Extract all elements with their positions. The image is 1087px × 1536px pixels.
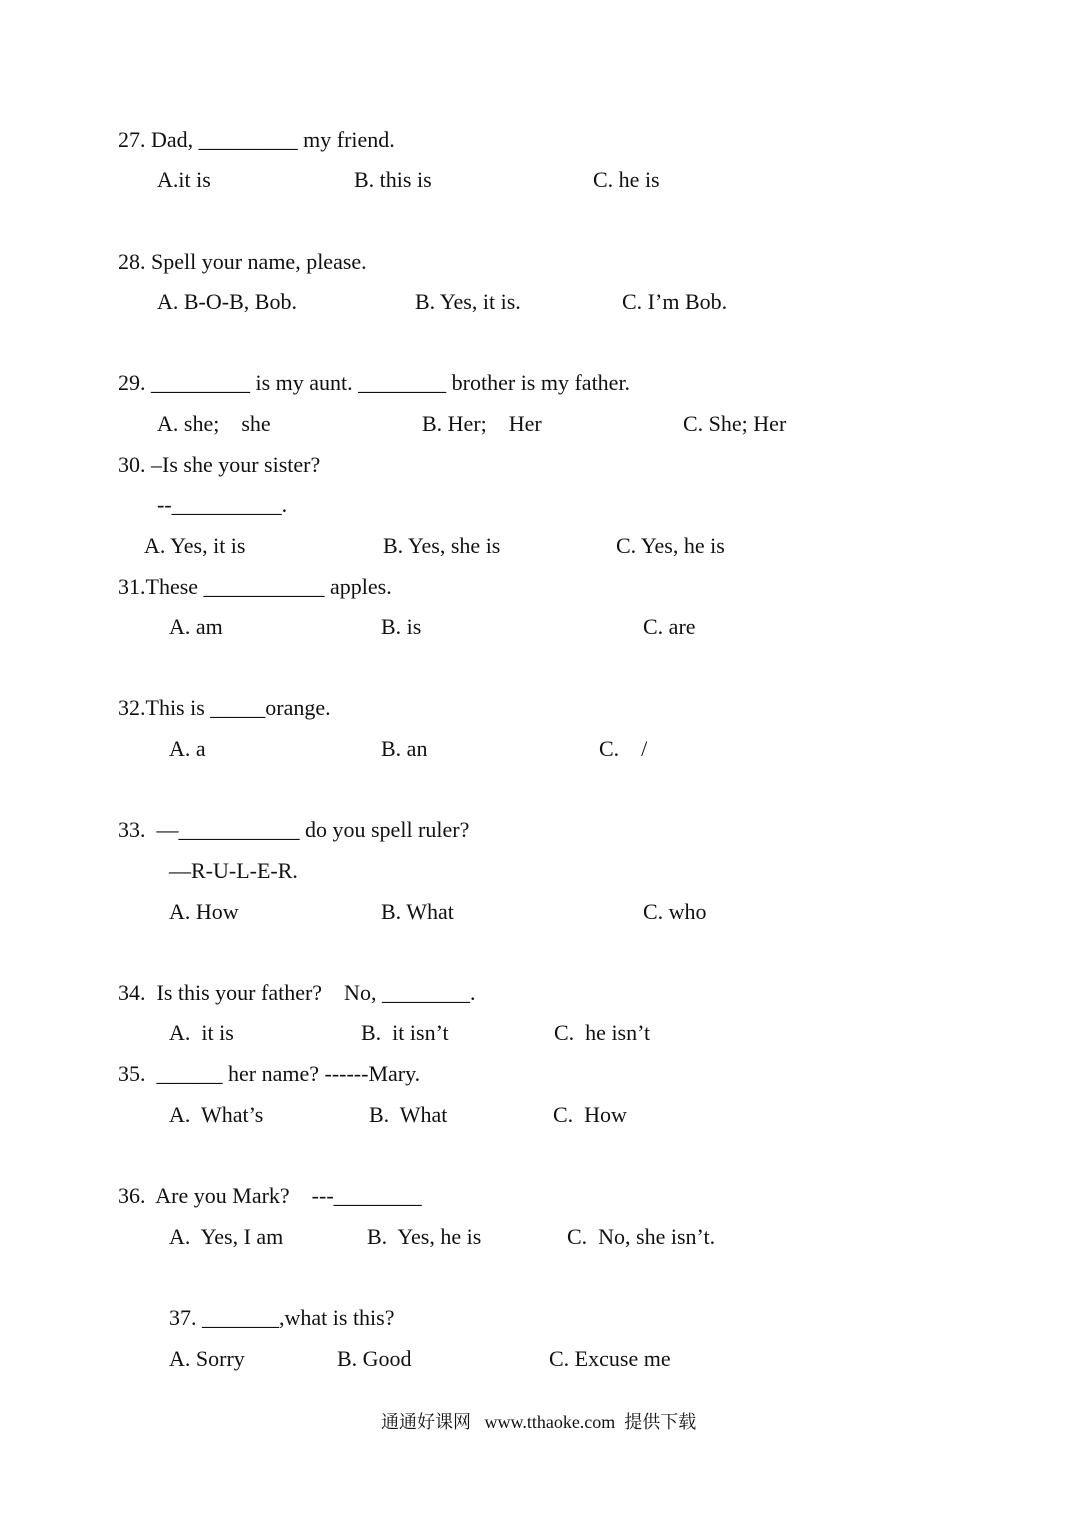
- question-28-option-c: C. I’m Bob.: [622, 289, 728, 314]
- question-27-option-b: B. this is: [354, 167, 432, 192]
- question-30-option-b: B. Yes, she is: [383, 533, 501, 558]
- question-28-option-a: A. B-O-B, Bob.: [157, 289, 297, 314]
- question-34-stem: 34. Is this your father? No, ________.: [118, 980, 476, 1005]
- question-30-option-c: C. Yes, he is: [616, 533, 725, 558]
- question-37-option-c: C. Excuse me: [549, 1346, 671, 1371]
- question-29-option-c: C. She; Her: [683, 411, 787, 436]
- question-35-option-b: B. What: [369, 1102, 448, 1127]
- question-36-option-a: A. Yes, I am: [169, 1224, 284, 1249]
- question-35-stem: 35. ______ her name? ------Mary.: [118, 1061, 421, 1086]
- footer-credit: 通通好课网 www.tthaoke.com 提供下载: [381, 1412, 697, 1432]
- question-33-option-c: C. who: [643, 899, 707, 924]
- question-33-answer-line: —R-U-L-E-R.: [169, 858, 298, 883]
- question-28-stem: 28. Spell your name, please.: [118, 249, 367, 274]
- question-32-option-b: B. an: [381, 736, 428, 761]
- question-33-option-b: B. What: [381, 899, 454, 924]
- question-27-option-a: A.it is: [157, 167, 211, 192]
- question-30-stem: 30. –Is she your sister?: [118, 452, 321, 477]
- question-34-option-b: B. it isn’t: [361, 1020, 449, 1045]
- question-32-option-c: C. /: [599, 736, 648, 761]
- question-36-option-b: B. Yes, he is: [367, 1224, 482, 1249]
- question-33-stem: 33. —___________ do you spell ruler?: [118, 817, 470, 842]
- question-31-stem: 31.These ___________ apples.: [118, 574, 392, 599]
- question-30-answer-line: --__________.: [157, 492, 288, 517]
- question-35-option-c: C. How: [553, 1102, 627, 1127]
- question-36-stem: 36. Are you Mark? ---________: [118, 1183, 422, 1208]
- question-37-option-a: A. Sorry: [169, 1346, 245, 1371]
- question-37-option-b: B. Good: [337, 1346, 412, 1371]
- question-32-option-a: A. a: [169, 736, 206, 761]
- question-31-option-c: C. are: [643, 614, 696, 639]
- question-29-stem: 29. _________ is my aunt. ________ brother is my father.: [118, 370, 631, 395]
- question-37-stem: 37. _______,what is this?: [169, 1305, 395, 1330]
- question-36-option-c: C. No, she isn’t.: [567, 1224, 716, 1249]
- question-35-option-a: A. What’s: [169, 1102, 264, 1127]
- question-29-option-a: A. she; she: [157, 411, 271, 436]
- question-33-option-a: A. How: [169, 899, 239, 924]
- question-34-option-a: A. it is: [169, 1020, 234, 1045]
- question-29-option-b: B. Her; Her: [422, 411, 542, 436]
- question-31-option-b: B. is: [381, 614, 422, 639]
- question-32-stem: 32.This is _____orange.: [118, 695, 331, 720]
- question-30-option-a: A. Yes, it is: [144, 533, 246, 558]
- question-27-option-c: C. he is: [593, 167, 660, 192]
- question-31-option-a: A. am: [169, 614, 223, 639]
- question-28-option-b: B. Yes, it is.: [415, 289, 521, 314]
- question-27-stem: 27. Dad, _________ my friend.: [118, 127, 395, 152]
- question-34-option-c: C. he isn’t: [554, 1020, 651, 1045]
